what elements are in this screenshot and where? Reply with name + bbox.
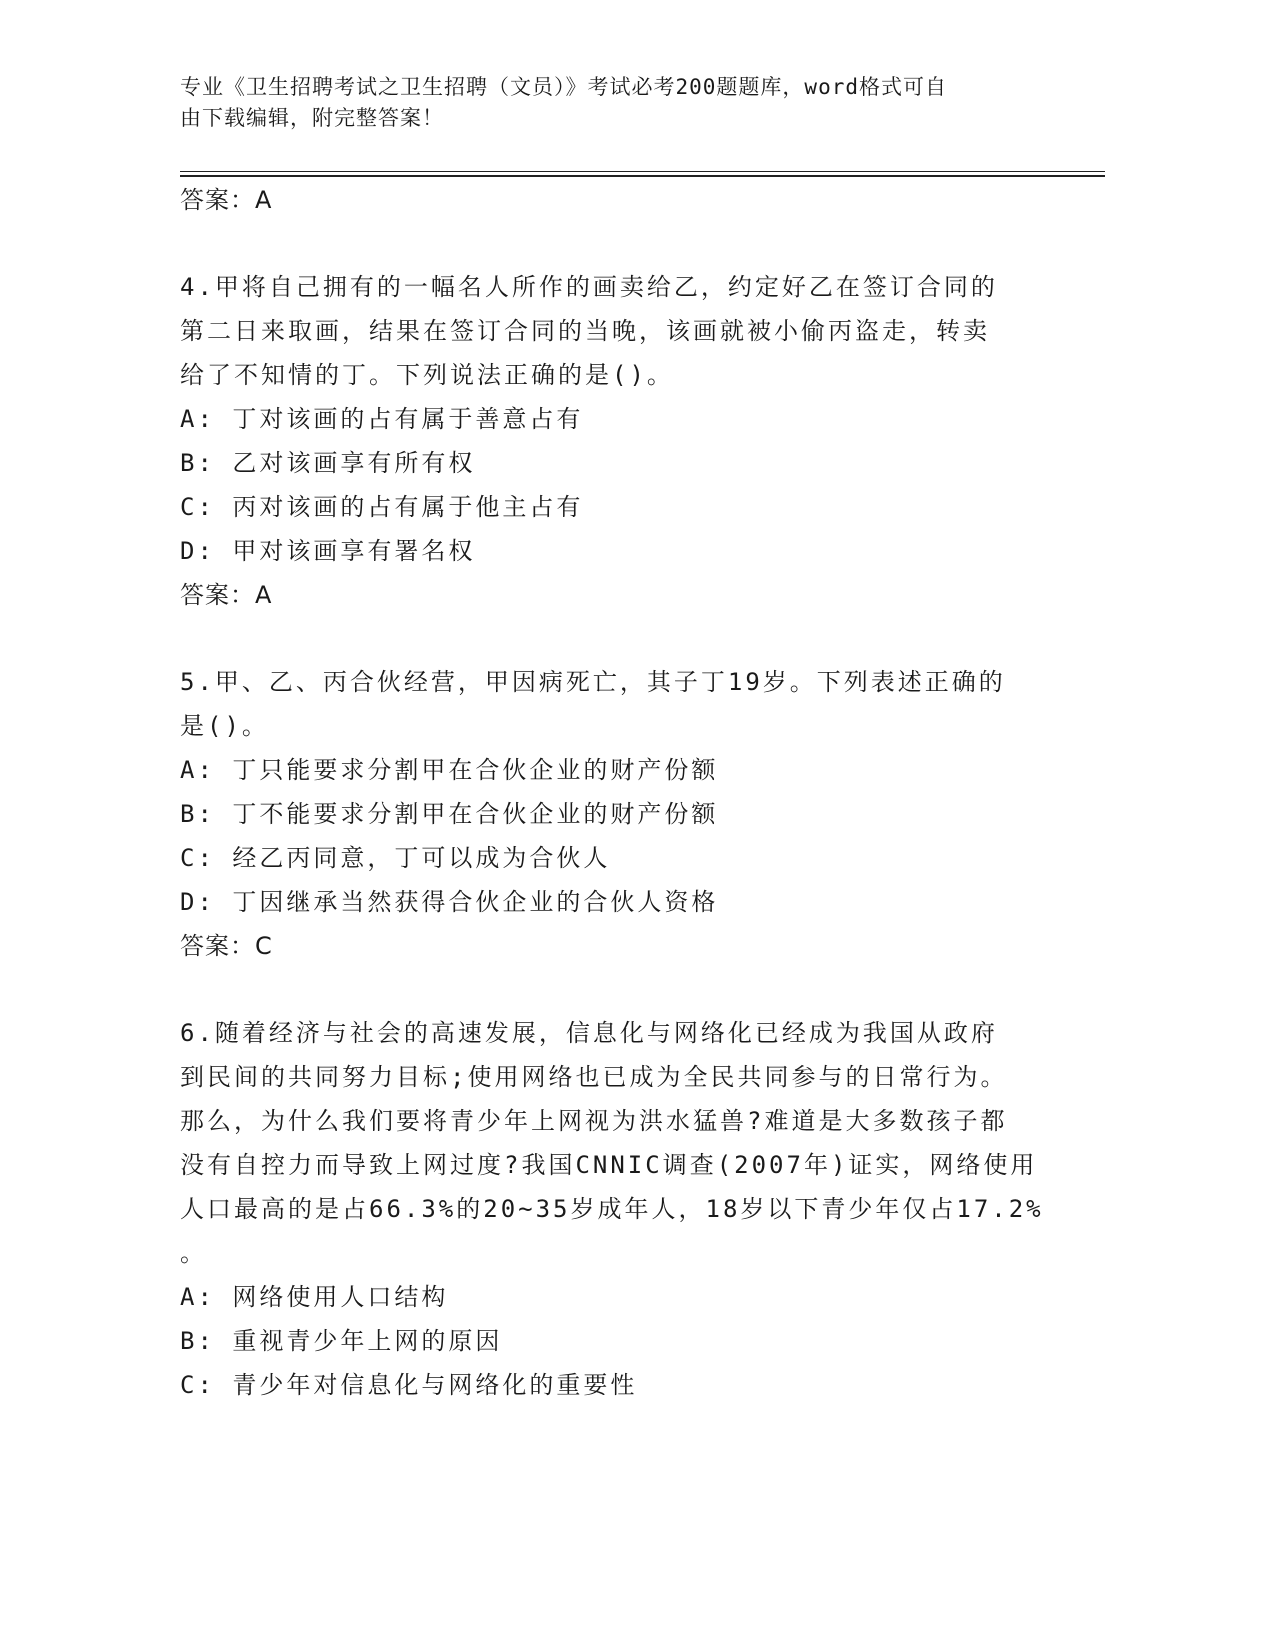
question-5 — [180, 660, 1060, 968]
question-stem-line: 。 — [180, 1239, 207, 1267]
option-c: C: 青少年对信息化与网络化的重要性 — [180, 1371, 638, 1399]
question-stem-line: 人口最高的是占66.3%的20~35岁成年人，18岁以下青少年仅占17.2% — [180, 1195, 1044, 1223]
question-stem-line: 4.甲将自己拥有的一幅名人所作的画卖给乙，约定好乙在签订合同的 — [180, 273, 998, 301]
question-6 — [180, 1011, 1060, 1407]
option-a: A: 丁只能要求分割甲在合伙企业的财产份额 — [180, 756, 719, 784]
question-stem-line: 那么，为什么我们要将青少年上网视为洪水猛兽?难道是大多数孩子都 — [180, 1107, 1008, 1135]
option-b: B: 乙对该画享有所有权 — [180, 449, 476, 477]
question-stem-line: 给了不知情的丁。下列说法正确的是()。 — [180, 361, 674, 389]
previous-answer: 答案：A — [180, 186, 273, 214]
option-b: B: 重视青少年上网的原因 — [180, 1327, 503, 1355]
option-b: B: 丁不能要求分割甲在合伙企业的财产份额 — [180, 800, 719, 828]
question-stem-line: 5.甲、乙、丙合伙经营，甲因病死亡，其子丁19岁。下列表述正确的 — [180, 668, 1006, 696]
option-d: D: 甲对该画享有署名权 — [180, 537, 476, 565]
header-rule-thick — [180, 175, 1105, 177]
header-rule-thin — [180, 171, 1105, 172]
option-c: C: 经乙丙同意，丁可以成为合伙人 — [180, 844, 611, 872]
answer-line: 答案：A — [180, 581, 273, 609]
spacer — [180, 968, 1060, 1011]
question-content — [180, 178, 1060, 1407]
option-a: A: 丁对该画的占有属于善意占有 — [180, 405, 584, 433]
page-header — [180, 72, 1060, 134]
question-4 — [180, 265, 1060, 617]
option-a: A: 网络使用人口结构 — [180, 1283, 449, 1311]
question-stem-line: 没有自控力而导致上网过度?我国CNNIC调查(2007年)证实，网络使用 — [180, 1151, 1038, 1179]
spacer — [180, 222, 1060, 265]
question-stem-line: 到民间的共同努力目标;使用网络也已成为全民共同参与的日常行为。 — [180, 1063, 1008, 1091]
option-d: D: 丁因继承当然获得合伙企业的合伙人资格 — [180, 888, 719, 916]
option-c: C: 丙对该画的占有属于他主占有 — [180, 493, 584, 521]
question-stem-line: 第二日来取画，结果在签订合同的当晚，该画就被小偷丙盗走，转卖 — [180, 317, 990, 345]
answer-line: 答案：C — [180, 932, 273, 960]
spacer — [180, 617, 1060, 660]
question-stem-line: 6.随着经济与社会的高速发展，信息化与网络化已经成为我国从政府 — [180, 1019, 998, 1047]
header-line-1: 专业《卫生招聘考试之卫生招聘（文员）》考试必考200题题库，word格式可自 — [180, 75, 947, 99]
question-stem-line: 是()。 — [180, 712, 269, 740]
header-line-2: 由下载编辑，附完整答案！ — [180, 106, 444, 130]
